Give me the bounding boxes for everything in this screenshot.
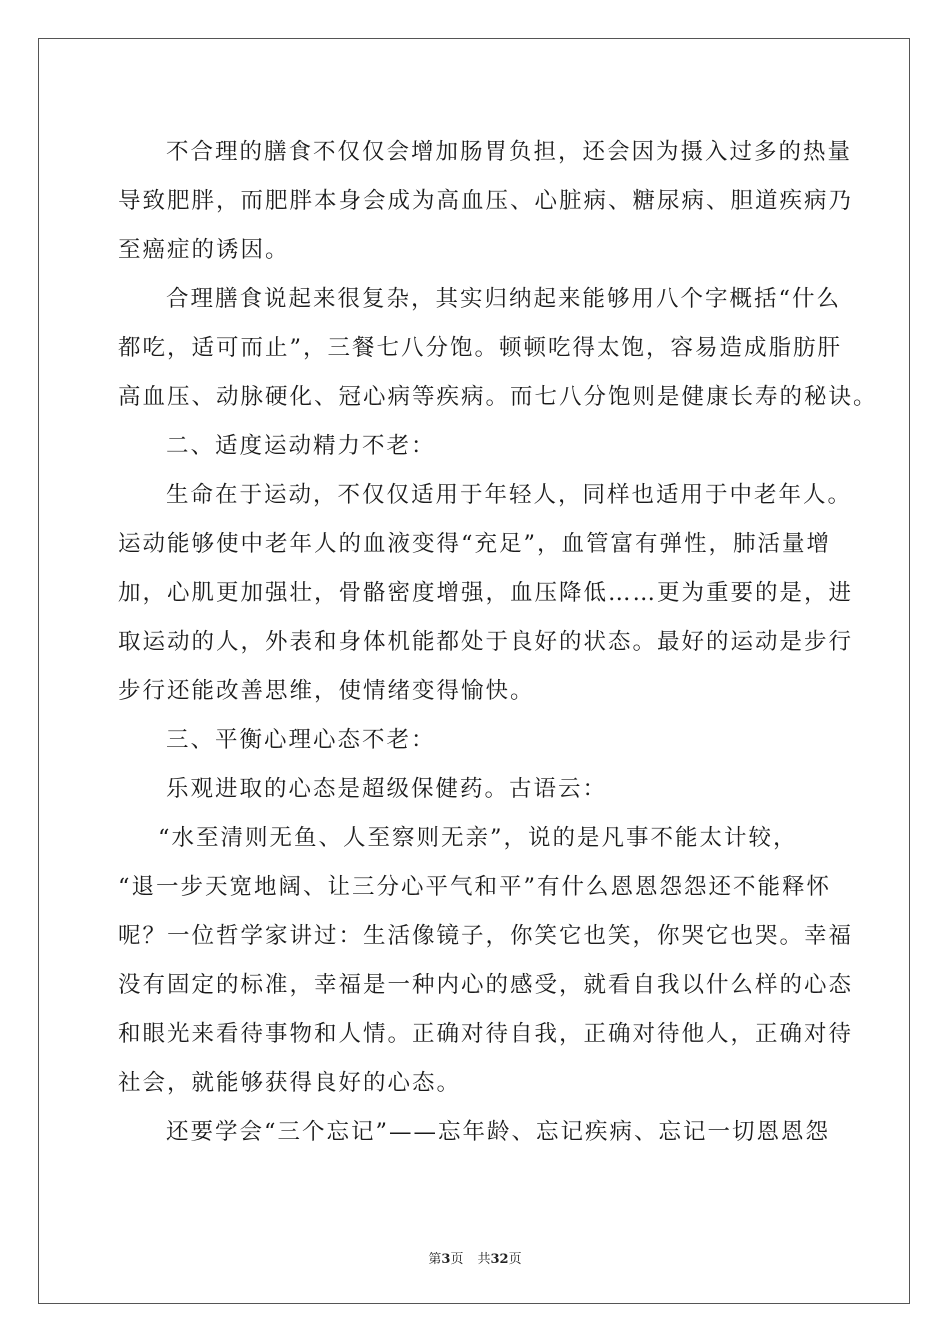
page-number: 3 bbox=[441, 1252, 451, 1267]
text-line: 还要学会“三个忘记”——忘年龄、忘记疾病、忘记一切恩恩怨 bbox=[166, 1119, 831, 1145]
document-body bbox=[118, 128, 878, 1157]
total-pages: 32 bbox=[490, 1252, 509, 1267]
text-line: 生命在于运动，不仅仅适用于年轻人，同样也适用于中老年人。 bbox=[166, 482, 853, 508]
page-suffix: 页 bbox=[450, 1252, 464, 1267]
text-line: 二、适度运动精力不老： bbox=[166, 433, 436, 459]
text-line: 社会，就能够获得良好的心态。 bbox=[118, 1070, 462, 1096]
text-line: 乐观进取的心态是超级保健药。古语云： bbox=[166, 776, 608, 802]
text-line: 和眼光来看待事物和人情。正确对待自我，正确对待他人，正确对待 bbox=[118, 1021, 854, 1047]
text-line: 导致肥胖，而肥胖本身会成为高血压、心脏病、糖尿病、胆道疾病乃 bbox=[118, 188, 854, 214]
total-prefix: 共 bbox=[477, 1252, 491, 1267]
text-line: 加，心肌更加强壮，骨骼密度增强，血压降低……更为重要的是，进 bbox=[118, 580, 854, 606]
text-line: “退一步天宽地阔、让三分心平气和平”有什么恩恩怨怨还不能释怀 bbox=[118, 874, 832, 900]
text-line: 没有固定的标准，幸福是一种内心的感受，就看自我以什么样的心态 bbox=[118, 972, 854, 998]
text-line: 都吃，适可而止”，三餐七八分饱。顿顿吃得太饱，容易造成脂肪肝 bbox=[118, 335, 843, 361]
text-line: 运动能够使中老年人的血液变得“充足”，血管富有弹性，肺活量增 bbox=[118, 531, 832, 557]
text-line: 步行还能改善思维，使情绪变得愉快。 bbox=[118, 678, 535, 704]
text-line: “水至清则无鱼、人至察则无亲”，说的是凡事不能太计较， bbox=[158, 825, 798, 851]
text-line: 不合理的膳食不仅仅会增加肠胃负担，还会因为摄入过多的热量 bbox=[166, 139, 853, 165]
text-line: 至癌症的诱因。 bbox=[118, 237, 290, 263]
page-prefix: 第 bbox=[428, 1252, 442, 1267]
text-line: 三、平衡心理心态不老： bbox=[166, 727, 436, 753]
text-line: 取运动的人，外表和身体机能都处于良好的状态。最好的运动是步行 bbox=[118, 629, 854, 655]
text-line: 合理膳食说起来很复杂，其实归纳起来能够用八个字概括“什么 bbox=[166, 286, 842, 312]
text-line: 高血压、动脉硬化、冠心病等疾病。而七八分饱则是健康长寿的秘诀。 bbox=[118, 384, 878, 410]
page-footer bbox=[0, 1248, 950, 1267]
total-suffix: 页 bbox=[508, 1252, 522, 1267]
text-line: 呢？一位哲学家讲过：生活像镜子，你笑它也笑，你哭它也哭。幸福 bbox=[118, 923, 854, 949]
